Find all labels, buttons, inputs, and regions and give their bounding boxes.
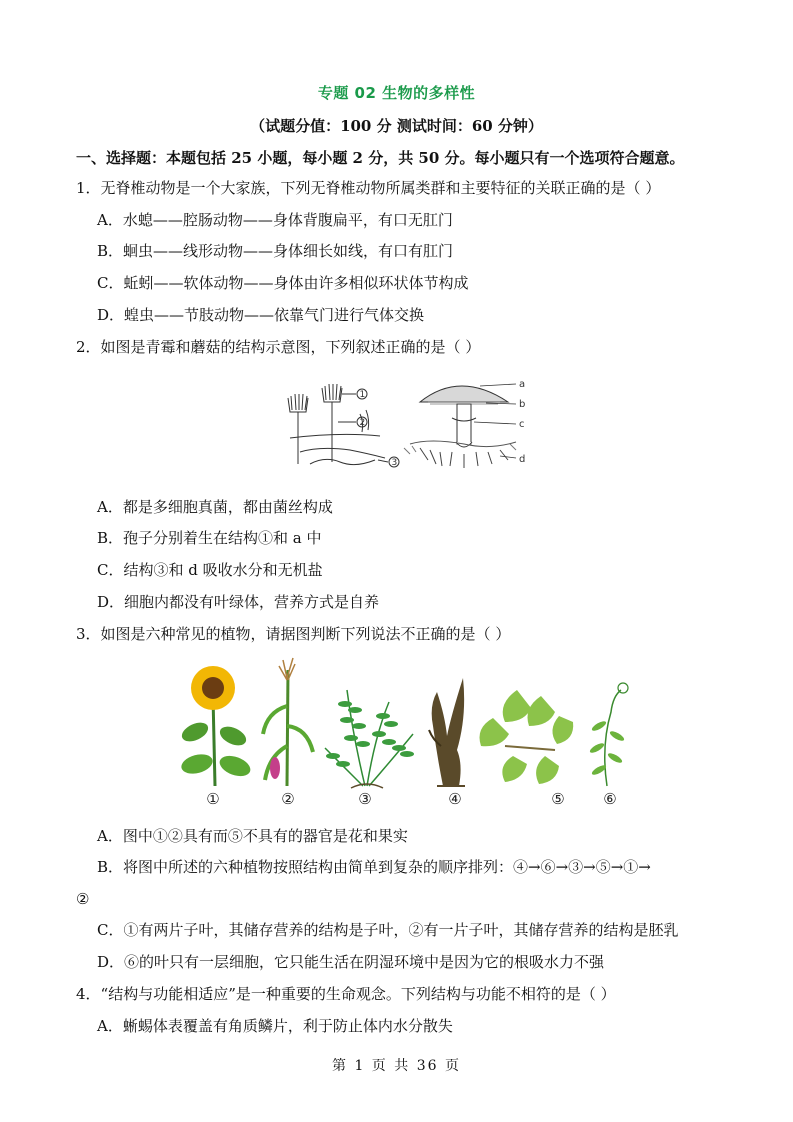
question-3-option-b: B．将图中所述的六种植物按照结构由简单到复杂的顺序排列：④→⑥→③→⑤→①→ — [97, 858, 651, 876]
question-3-stem: 3．如图是六种常见的植物，请据图判断下列说法不正确的是（ ） — [76, 625, 511, 643]
page-title: 专题 02 生物的多样性 — [317, 84, 476, 102]
fig2-label-3: 3 — [391, 458, 398, 468]
question-1-option-c: C．蚯蚓——软体动物——身体由许多相似环状体节构成 — [97, 274, 469, 292]
fig2-label-1: 1 — [359, 390, 366, 400]
question-4-option-a: A．蜥蜴体表覆盖有角质鳞片，利于防止体内水分散失 — [97, 1017, 453, 1035]
penicillium-drawing — [288, 384, 385, 465]
question-1-stem: 1．无脊椎动物是一个大家族，下列无脊椎动物所属类群和主要特征的关联正确的是（ ） — [76, 179, 661, 197]
six-plants-figure — [175, 656, 635, 808]
mushroom-drawing — [404, 386, 516, 468]
sunflower-drawing — [179, 666, 253, 786]
question-3-option-a: A．图中①②具有而⑤不具有的器官是花和果实 — [97, 827, 408, 845]
corn-drawing — [263, 658, 313, 786]
page-footer: 第 1 页 共 36 页 — [332, 1058, 461, 1074]
question-2-option-a: A．都是多细胞真菌，都由菌丝构成 — [97, 498, 333, 516]
question-2-option-b: B．孢子分别着生在结构①和 a 中 — [97, 529, 322, 547]
fungi-structure-figure — [280, 372, 530, 472]
question-3-option-b-cont: ② — [76, 890, 90, 908]
plant-label-3: ③ — [358, 790, 372, 808]
fig2-label-c: c — [519, 419, 525, 430]
question-1-option-a: A．水螅——腔肠动物——身体背腹扁平，有口无肛门 — [97, 211, 453, 229]
question-4-stem: 4．“结构与功能相适应”是一种重要的生命观念。下列结构与功能不相符的是（ ） — [76, 985, 616, 1003]
question-2-option-d: D．细胞内都没有叶绿体，营养方式是自养 — [97, 593, 380, 611]
plant-label-6: ⑥ — [603, 790, 617, 808]
dark-moss-drawing — [429, 678, 465, 786]
question-1-option-b: B．蛔虫——线形动物——身体细长如线，有口有肛门 — [97, 242, 454, 260]
fig2-label-d: d — [519, 454, 526, 465]
question-1-option-d: D．蝗虫——节肢动物——依靠气门进行气体交换 — [97, 306, 425, 324]
section-heading: 一、选择题：本题包括 25 小题，每小题 2 分，共 50 分。每小题只有一个选项符合题意。 — [76, 149, 685, 167]
moss-drawing — [589, 683, 628, 786]
fern-drawing — [325, 690, 414, 788]
question-2-stem: 2．如图是青霉和蘑菇的结构示意图，下列叙述正确的是（ ） — [76, 338, 481, 356]
plant-label-2: ② — [281, 790, 295, 808]
plant-label-5: ⑤ — [551, 790, 565, 808]
plant-label-1: ① — [206, 790, 220, 808]
ginkgo-drawing — [480, 690, 574, 784]
fig2-label-2: 2 — [359, 418, 366, 428]
fig2-label-a: a — [519, 379, 526, 390]
question-3-option-c: C．①有两片子叶，其储存营养的结构是子叶，②有一片子叶，其储存营养的结构是胚乳 — [97, 921, 679, 939]
fig2-label-b: b — [519, 399, 526, 410]
question-3-option-d: D．⑥的叶只有一层细胞，它只能生活在阴湿环境中是因为它的根吸水力不强 — [97, 953, 605, 971]
plant-label-4: ④ — [448, 790, 462, 808]
exam-info: （试题分值：100 分 测试时间：60 分钟） — [250, 117, 543, 135]
question-2-option-c: C．结构③和 d 吸收水分和无机盐 — [97, 561, 323, 579]
